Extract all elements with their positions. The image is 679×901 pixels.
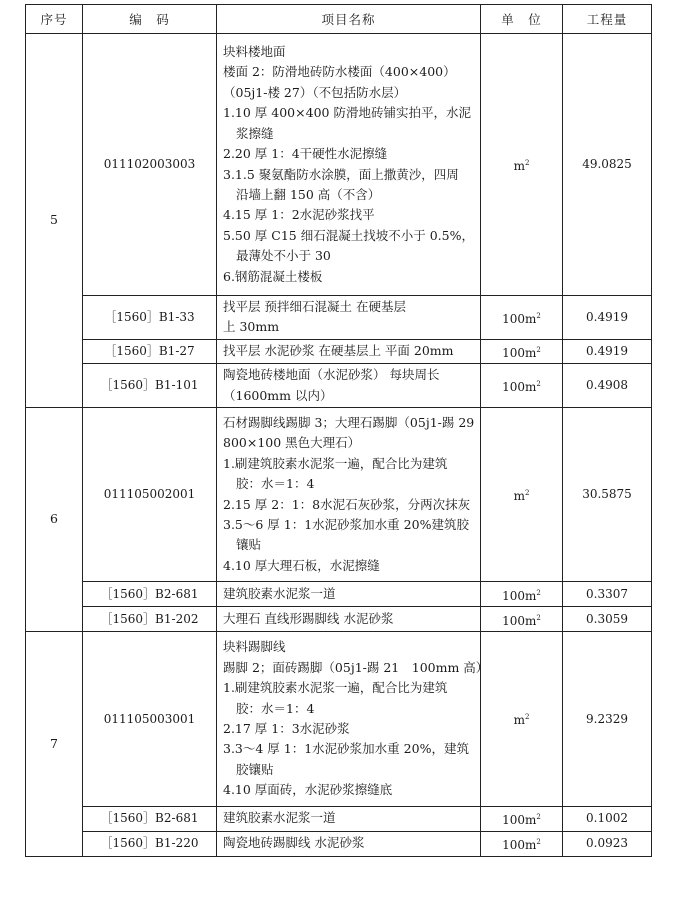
item-name-line: 石材踢脚线踢脚 3；大理石踢脚（05j1-踢 29 <box>223 415 475 431</box>
item-name-line: 陶瓷地砖楼地面（水泥砂浆） 每块周长 <box>223 367 440 383</box>
item-code: ［1560］B1-27 <box>83 339 217 363</box>
item-name-line: 3.5～6 厚 1：1水泥砂浆加水重 20%建筑胶 <box>223 517 469 533</box>
item-name-line: 胶镶贴 <box>236 761 274 777</box>
item-code: 011102003003 <box>83 34 217 296</box>
item-name <box>217 364 481 408</box>
unit-superscript: 2 <box>524 488 530 497</box>
item-code: ［1560］B1-101 <box>83 364 217 408</box>
item-name-line: 1.刷建筑胶素水泥浆一遍，配合比为建筑 <box>223 455 448 471</box>
item-name-line: 3.3～4 厚 1：1水泥砂浆加水重 20%，建筑 <box>223 741 469 757</box>
table-row <box>26 408 652 582</box>
item-quantity: 0.4919 <box>563 296 652 340</box>
unit-value: 100m <box>502 837 537 852</box>
item-name <box>217 296 481 340</box>
item-unit <box>481 408 563 582</box>
row-seq: 5 <box>26 34 83 408</box>
table-row <box>26 607 652 632</box>
item-name-line: 镶贴 <box>236 537 262 553</box>
unit-value: m <box>513 158 525 173</box>
header-seq: 序号 <box>26 5 83 34</box>
item-name <box>217 34 481 296</box>
item-quantity: 30.5875 <box>563 408 652 582</box>
item-name-line: 2.15 厚 2：1：8水泥石灰砂浆，分两次抹灰 <box>223 496 471 512</box>
unit-superscript: 2 <box>524 158 530 167</box>
table-row <box>26 632 652 806</box>
item-name-line: 4.15 厚 1：2水泥砂浆找平 <box>223 207 375 223</box>
item-name-line: 6.钢筋混凝土楼板 <box>223 268 323 284</box>
unit-value: 100m <box>502 379 537 394</box>
item-name-line: 陶瓷地砖踢脚线 水泥砂浆 <box>223 835 365 851</box>
item-name <box>217 582 481 607</box>
item-name-line: （1600mm 以内） <box>223 387 333 403</box>
unit-value: 100m <box>502 345 537 360</box>
item-name-line: 大理石 直线形踢脚线 水泥砂浆 <box>223 611 394 627</box>
item-quantity: 0.4908 <box>563 364 652 408</box>
table-row <box>26 296 652 340</box>
item-code: ［1560］B2-681 <box>83 582 217 607</box>
item-unit <box>481 364 563 408</box>
item-unit <box>481 339 563 363</box>
unit-value: m <box>513 488 525 503</box>
unit-superscript: 2 <box>536 345 541 354</box>
item-name-line: 块料楼地面 <box>223 44 286 60</box>
unit-superscript: 2 <box>536 311 541 320</box>
item-quantity: 49.0825 <box>563 34 652 296</box>
item-name-line: 踢脚 2；面砖踢脚（05j1-踢 21 100mm 高） <box>223 659 489 675</box>
item-name-line: 4.10 厚大理石板，水泥擦缝 <box>223 557 380 573</box>
unit-superscript: 2 <box>536 588 541 597</box>
table-body <box>26 34 652 857</box>
table-row <box>26 806 652 831</box>
item-name-line: （05j1-楼 27）（不包括防水层） <box>223 84 407 100</box>
item-code: 011105002001 <box>83 408 217 582</box>
header-row <box>26 5 652 34</box>
item-quantity: 9.2329 <box>563 632 652 806</box>
item-name-line: 2.20 厚 1：4干硬性水泥擦缝 <box>223 146 388 162</box>
table-row <box>26 34 652 296</box>
unit-value: 100m <box>502 588 537 603</box>
item-name-line: 3.1.5 聚氨酯防水涂膜，面上撒黄沙，四周 <box>223 166 459 182</box>
item-unit <box>481 607 563 632</box>
table-row <box>26 582 652 607</box>
item-unit <box>481 831 563 856</box>
item-quantity: 0.3307 <box>563 582 652 607</box>
item-name-line: 2.17 厚 1：3水泥砂浆 <box>223 720 350 736</box>
item-name-line: 胶：水＝1：4 <box>236 476 315 492</box>
item-unit <box>481 34 563 296</box>
item-name-line: 建筑胶素水泥浆一道 <box>223 810 336 826</box>
item-name <box>217 607 481 632</box>
unit-superscript: 2 <box>536 379 541 388</box>
item-name-line: 上 30mm <box>223 319 280 335</box>
unit-superscript: 2 <box>536 613 541 622</box>
item-name-line: 最薄处不小于 30 <box>236 248 331 264</box>
item-name-line: 1.10 厚 400×400 防滑地砖铺实拍平，水泥 <box>223 105 471 121</box>
item-name <box>217 831 481 856</box>
header-qty: 工程量 <box>563 5 652 34</box>
row-seq: 7 <box>26 632 83 856</box>
item-name <box>217 339 481 363</box>
item-name-line: 1.刷建筑胶素水泥浆一遍，配合比为建筑 <box>223 680 448 696</box>
item-name <box>217 408 481 582</box>
item-name-line: 楼面 2：防滑地砖防水楼面（400×400） <box>223 64 456 80</box>
row-seq: 6 <box>26 408 83 632</box>
item-unit <box>481 296 563 340</box>
item-name <box>217 632 489 806</box>
item-quantity: 0.4919 <box>563 339 652 363</box>
item-name-line: 找平层 水泥砂浆 在硬基层上 平面 20mm <box>223 343 454 359</box>
item-name-line: 800×100 黑色大理石） <box>223 435 361 451</box>
header-code: 编 码 <box>83 5 217 34</box>
item-code: ［1560］B1-202 <box>83 607 217 632</box>
item-code: ［1560］B2-681 <box>83 806 217 831</box>
table-row <box>26 364 652 408</box>
table-row <box>26 339 652 363</box>
item-quantity: 0.1002 <box>563 806 652 831</box>
unit-superscript: 2 <box>524 713 530 722</box>
item-name-line: 建筑胶素水泥浆一道 <box>223 586 336 602</box>
item-quantity: 0.0923 <box>563 831 652 856</box>
item-quantity: 0.3059 <box>563 607 652 632</box>
item-unit <box>481 632 563 806</box>
unit-value: m <box>513 713 525 728</box>
item-name-line: 胶：水＝1：4 <box>236 700 315 716</box>
item-name-line: 找平层 预拌细石混凝土 在硬基层 <box>223 299 406 314</box>
item-name-line: 4.10 厚面砖，水泥砂浆擦缝底 <box>223 782 393 798</box>
item-code: 011105003001 <box>83 632 217 806</box>
item-name-line: 沿墙上翻 150 高（不含） <box>236 186 381 202</box>
header-unit: 单 位 <box>481 5 563 34</box>
header-name: 项目名称 <box>217 5 481 34</box>
item-unit <box>481 582 563 607</box>
unit-superscript: 2 <box>536 812 541 821</box>
unit-value: 100m <box>502 613 537 628</box>
item-code: ［1560］B1-220 <box>83 831 217 856</box>
item-name-line: 浆擦缝 <box>236 125 274 141</box>
unit-superscript: 2 <box>536 837 541 846</box>
item-unit <box>481 806 563 831</box>
item-name <box>217 806 481 831</box>
table-row <box>26 831 652 856</box>
item-name-line: 5.50 厚 C15 细石混凝土找坡不小于 0.5%， <box>223 227 474 243</box>
item-name-line: 块料踢脚线 <box>223 639 286 655</box>
bill-of-quantities-table <box>25 4 652 857</box>
item-code: ［1560］B1-33 <box>83 296 217 340</box>
unit-value: 100m <box>502 812 537 827</box>
unit-value: 100m <box>502 311 537 326</box>
